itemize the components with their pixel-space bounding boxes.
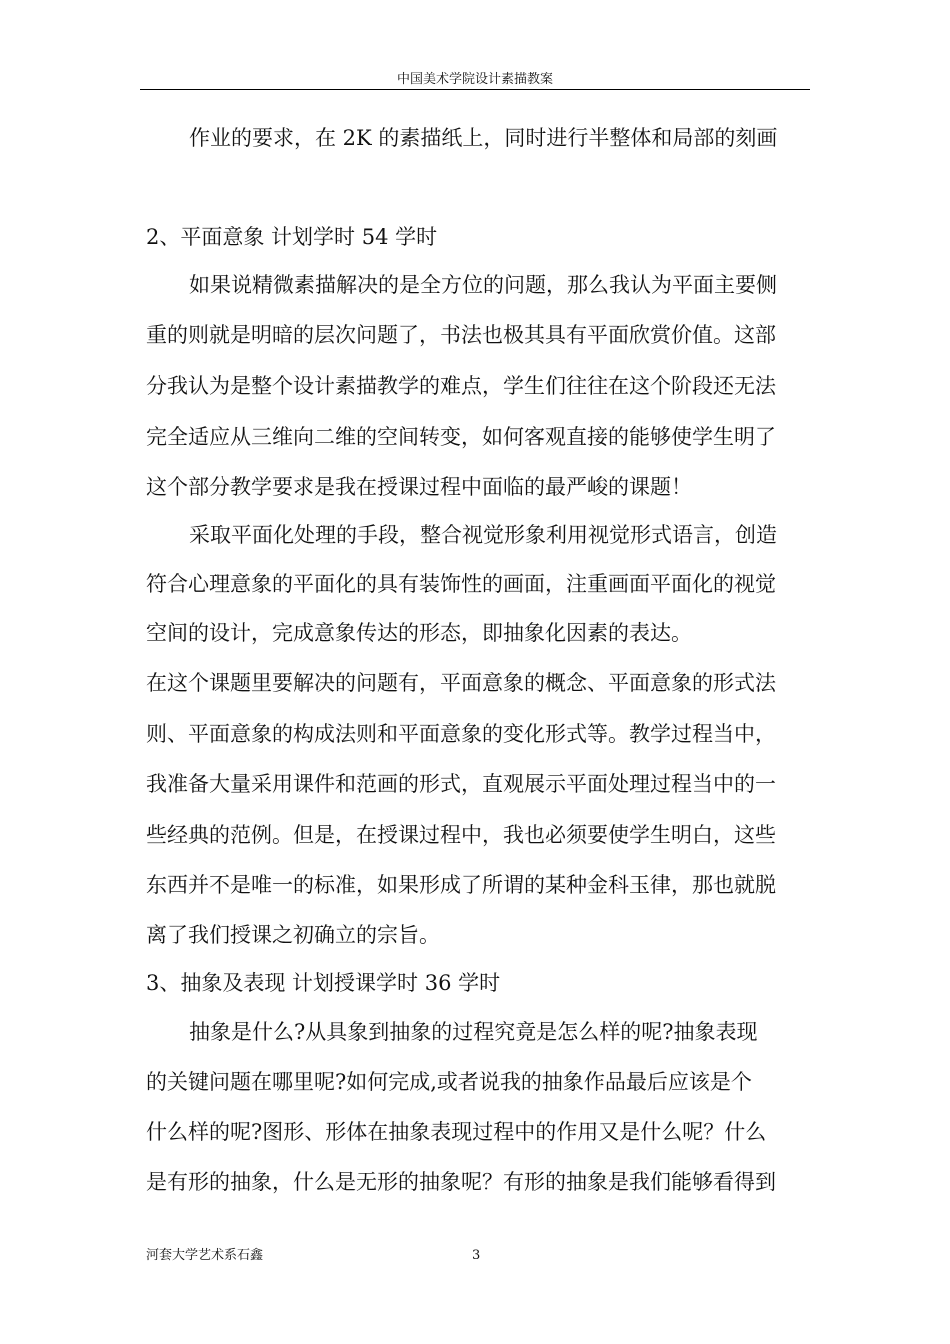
body-line: 则、平面意象的构成法则和平面意象的变化形式等。教学过程当中， (146, 722, 776, 746)
page-header: 中国美术学院设计素描教案 (396, 72, 553, 87)
body-line: 采取平面化处理的手段，整合视觉形象利用视觉形式语言，创造 (189, 523, 777, 547)
body-line: 些经典的范例。但是，在授课过程中，我也必须要使学生明白，这些 (146, 823, 776, 847)
body-line: 离了我们授课之初确立的宗旨。 (146, 923, 440, 947)
header-rule (140, 89, 810, 90)
body-line: 抽象是什么?从具象到抽象的过程究竟是怎么样的呢?抽象表现 (189, 1020, 758, 1044)
body-line: 分我认为是整个设计素描教学的难点，学生们往往在这个阶段还无法 (146, 374, 776, 398)
body-line: 空间的设计，完成意象传达的形态，即抽象化因素的表达。 (146, 621, 692, 645)
body-line: 是有形的抽象，什么是无形的抽象呢？有形的抽象是我们能够看得到 (146, 1170, 776, 1194)
body-line: 在这个课题里要解决的问题有，平面意象的概念、平面意象的形式法 (146, 671, 776, 695)
body-line: 这个部分教学要求是我在授课过程中面临的最严峻的课题！ (146, 475, 692, 499)
body-line: 作业的要求，在 2K 的素描纸上，同时进行半整体和局部的刻画 (189, 126, 778, 150)
body-line: 我准备大量采用课件和范画的形式，直观展示平面处理过程当中的一 (146, 772, 776, 796)
page-number: 3 (472, 1248, 481, 1263)
body-line: 的关键问题在哪里呢?如何完成,或者说我的抽象作品最后应该是个 (146, 1070, 752, 1094)
body-line: 完全适应从三维向二维的空间转变，如何客观直接的能够使学生明了 (146, 425, 776, 449)
section-heading: 3、抽象及表现 计划授课学时 36 学时 (146, 971, 501, 995)
body-line: 东西并不是唯一的标准，如果形成了所谓的某种金科玉律，那也就脱 (146, 873, 776, 897)
body-line: 符合心理意象的平面化的具有装饰性的画面，注重画面平面化的视觉 (146, 572, 776, 596)
body-line: 重的则就是明暗的层次问题了，书法也极其具有平面欣赏价值。这部 (146, 323, 776, 347)
footer-author: 河套大学艺术系石鑫 (146, 1248, 264, 1263)
body-line: 如果说精微素描解决的是全方位的问题，那么我认为平面主要侧 (189, 273, 777, 297)
body-line: 什么样的呢?图形、形体在抽象表现过程中的作用又是什么呢？什么 (146, 1120, 767, 1144)
section-heading: 2、平面意象 计划学时 54 学时 (146, 225, 438, 249)
